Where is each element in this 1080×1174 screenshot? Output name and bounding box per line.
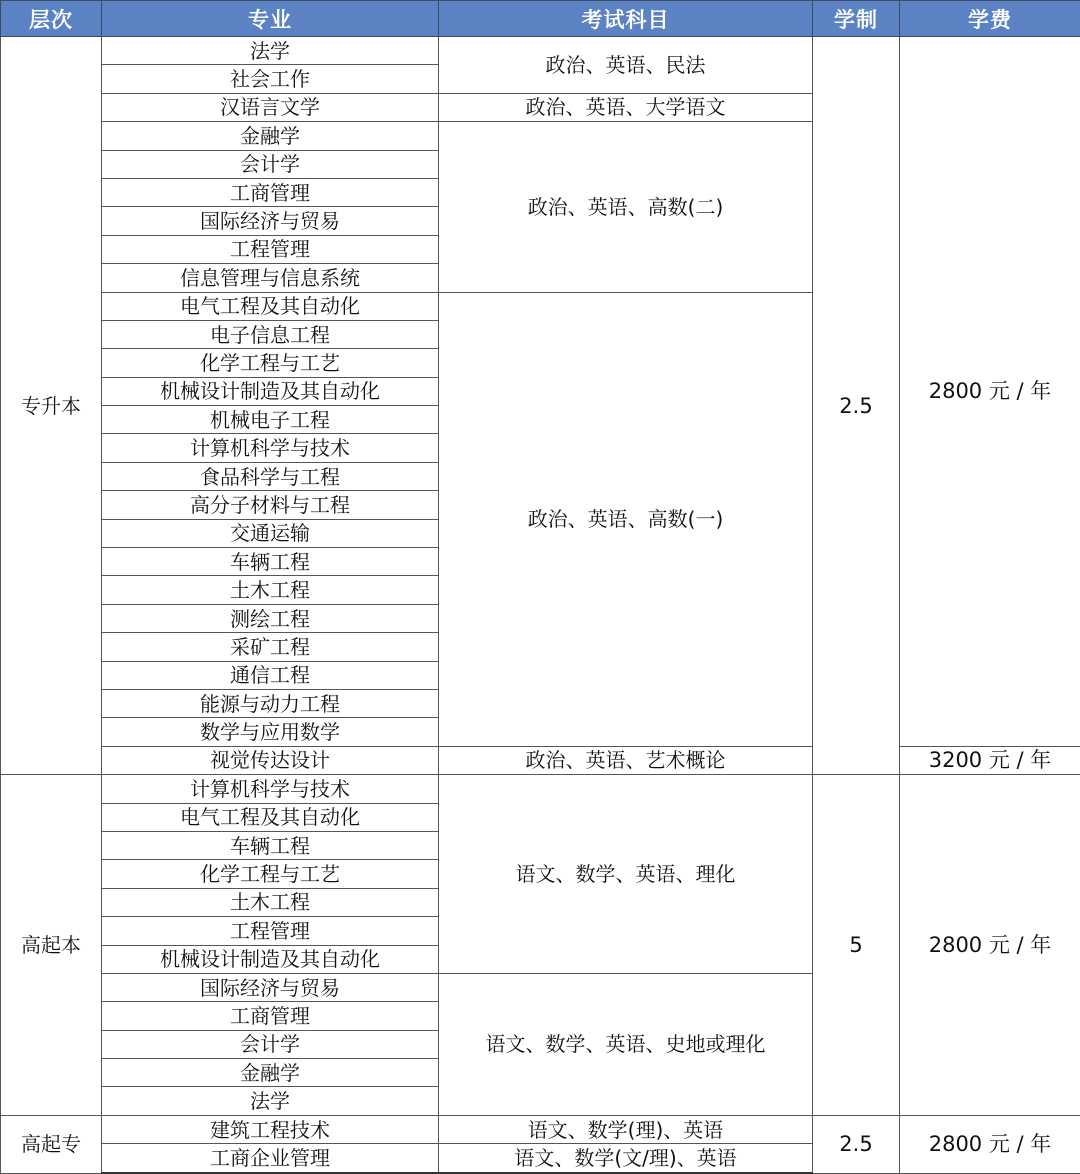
major-cell: 能源与动力工程: [102, 689, 439, 717]
table-row: [1, 775, 1080, 803]
major-cell: 建筑工程技术: [102, 1115, 439, 1143]
major-cell: 土木工程: [102, 576, 439, 604]
subjects-cell: 语文、数学、英语、理化: [439, 775, 813, 974]
major-cell: 数学与应用数学: [102, 718, 439, 746]
major-cell: 化学工程与工艺: [102, 860, 439, 888]
major-cell: 土木工程: [102, 888, 439, 916]
major-cell: 工商管理: [102, 178, 439, 206]
subjects-cell: 政治、英语、高数(二): [439, 122, 813, 292]
major-cell: 测绘工程: [102, 604, 439, 632]
tuition-cell: 2800 元 / 年: [900, 775, 1080, 1116]
header-subjects: 考试科目: [439, 1, 813, 37]
major-cell: 机械设计制造及其自动化: [102, 377, 439, 405]
major-cell: 法学: [102, 37, 439, 65]
major-cell: 通信工程: [102, 661, 439, 689]
major-cell: 金融学: [102, 122, 439, 150]
major-cell: 会计学: [102, 1030, 439, 1058]
major-cell: 采矿工程: [102, 633, 439, 661]
header-row: [1, 1, 1080, 37]
major-cell: 食品科学与工程: [102, 462, 439, 490]
major-cell: 交通运输: [102, 519, 439, 547]
major-cell: 机械电子工程: [102, 406, 439, 434]
major-cell: 国际经济与贸易: [102, 973, 439, 1001]
major-cell: 会计学: [102, 150, 439, 178]
header-major: 专业: [102, 1, 439, 37]
major-cell: 信息管理与信息系统: [102, 264, 439, 292]
header-duration: 学制: [813, 1, 900, 37]
tuition-cell: 3200 元 / 年: [900, 746, 1080, 774]
major-cell: 工程管理: [102, 917, 439, 945]
header-tuition: 学费: [900, 1, 1080, 37]
duration-cell: 2.5: [813, 1115, 900, 1173]
major-cell: 机械设计制造及其自动化: [102, 945, 439, 973]
subjects-cell: 语文、数学(文/理)、英语: [439, 1144, 813, 1173]
subjects-cell: 政治、英语、高数(一): [439, 292, 813, 746]
subjects-cell: 语文、数学(理)、英语: [439, 1115, 813, 1143]
major-cell: 法学: [102, 1087, 439, 1115]
major-cell: 社会工作: [102, 65, 439, 93]
major-cell: 金融学: [102, 1059, 439, 1087]
table-body: [1, 37, 1080, 1174]
subjects-cell: 政治、英语、艺术概论: [439, 746, 813, 774]
major-cell: 车辆工程: [102, 831, 439, 859]
subjects-cell: 政治、英语、大学语文: [439, 93, 813, 121]
header-level: 层次: [1, 1, 102, 37]
table-row: [1, 746, 1080, 774]
level-cell: 专升本: [1, 37, 102, 775]
major-cell: 视觉传达设计: [102, 746, 439, 774]
duration-cell: 2.5: [813, 37, 900, 775]
table-row: [1, 1115, 1080, 1143]
major-cell: 工商企业管理: [102, 1144, 439, 1173]
level-cell: 高起本: [1, 775, 102, 1116]
tuition-cell: 2800 元 / 年: [900, 1115, 1080, 1173]
major-cell: 电气工程及其自动化: [102, 803, 439, 831]
major-cell: 车辆工程: [102, 548, 439, 576]
subjects-cell: 政治、英语、民法: [439, 37, 813, 94]
major-cell: 电子信息工程: [102, 320, 439, 348]
major-cell: 计算机科学与技术: [102, 434, 439, 462]
table-row: [1, 37, 1080, 65]
major-cell: 工商管理: [102, 1002, 439, 1030]
major-cell: 汉语言文学: [102, 93, 439, 121]
duration-cell: 5: [813, 775, 900, 1116]
subjects-cell: 语文、数学、英语、史地或理化: [439, 973, 813, 1115]
level-cell: 高起专: [1, 1115, 102, 1173]
major-cell: 化学工程与工艺: [102, 349, 439, 377]
major-cell: 工程管理: [102, 235, 439, 263]
tuition-cell: 2800 元 / 年: [900, 37, 1080, 747]
major-cell: 国际经济与贸易: [102, 207, 439, 235]
major-cell: 高分子材料与工程: [102, 491, 439, 519]
major-cell: 计算机科学与技术: [102, 775, 439, 803]
major-cell: 电气工程及其自动化: [102, 292, 439, 320]
